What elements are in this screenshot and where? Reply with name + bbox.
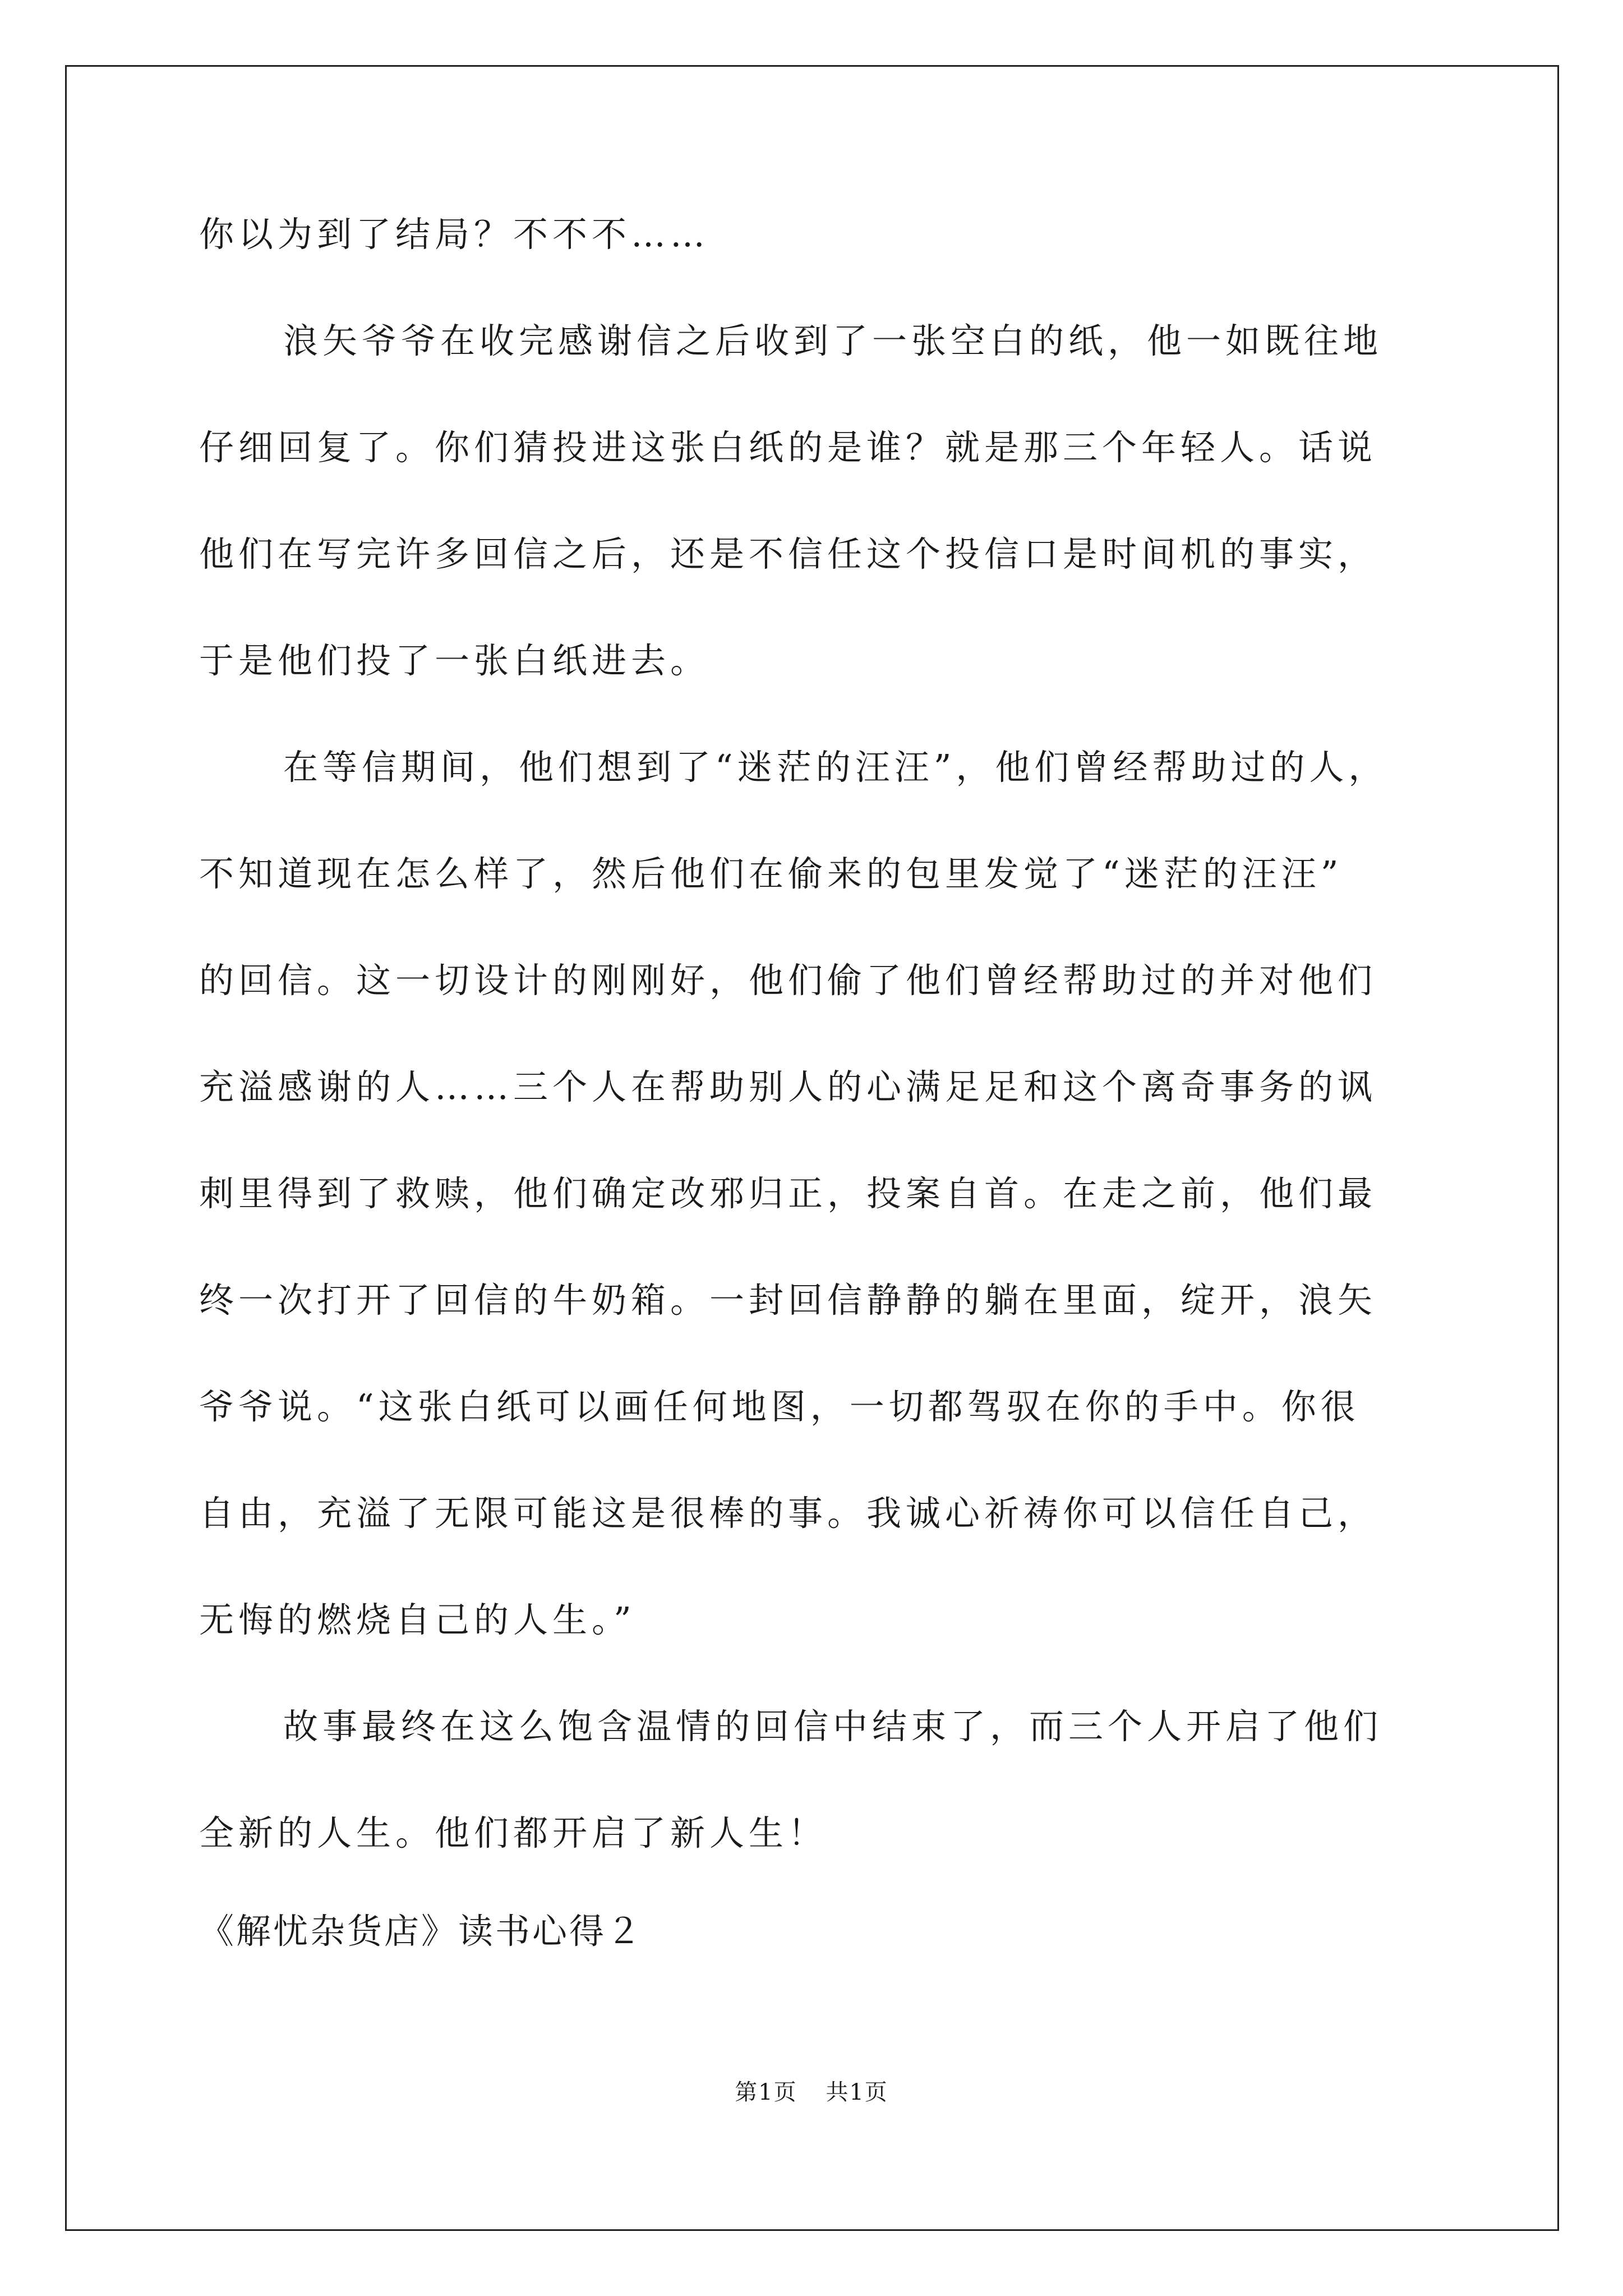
paragraph-line: 无悔的燃烧自己的人生。” (199, 1599, 636, 1640)
paragraph-line: 不知道现在怎么样了，然后他们在偷来的包里发觉了“迷茫的汪汪” (199, 853, 1343, 894)
paragraph-line: 爷爷说。“这张白纸可以画任何地图，一切都驾驭在你的手中。你很 (199, 1386, 1360, 1427)
paragraph-line: 刺里得到了救赎，他们确定改邪归正，投案自首。在走之前，他们最 (199, 1173, 1377, 1214)
paragraph-line: 终一次打开了回信的牛奶箱。一封回信静静的躺在里面，绽开，浪矢 (199, 1280, 1377, 1320)
section-title: 《解忧杂货店》读书心得２ (199, 1911, 644, 1952)
paragraph-line: 他们在写完许多回信之后，还是不信任这个投信口是时间机的事实， (199, 533, 1377, 574)
document-body (199, 208, 1467, 1958)
page-number: 第1页 (735, 2079, 797, 2105)
paragraph-line: 的回信。这一切设计的刚刚好，他们偷了他们曾经帮助过的并对他们 (199, 960, 1377, 1001)
paragraph-line: 在等信期间，他们想到了“迷茫的汪汪”，他们曾经帮助过的人， (283, 747, 1388, 788)
paragraph-line: 自由，充溢了无限可能这是很棒的事。我诚心祈祷你可以信任自己， (199, 1493, 1377, 1534)
paragraph-line: 浪矢爷爷在收完感谢信之后收到了一张空白的纸，他一如既往地 (283, 320, 1383, 361)
paragraph-line: 仔细回复了。你们猜投进这张白纸的是谁？就是那三个年轻人。话说 (199, 427, 1377, 468)
paragraph-line: 故事最终在这么饱含温情的回信中结束了，而三个人开启了他们 (283, 1706, 1383, 1747)
page-footer (0, 2078, 1623, 2106)
paragraph-line: 全新的人生。他们都开启了新人生！ (199, 1812, 828, 1853)
paragraph-line: 于是他们投了一张白纸进去。 (199, 640, 710, 681)
text-line: 你以为到了结局？不不不…… (199, 214, 710, 255)
page-total: 共1页 (826, 2079, 888, 2105)
paragraph-line: 充溢感谢的人……三个人在帮助别人的心满足足和这个离奇事务的讽 (199, 1066, 1377, 1107)
